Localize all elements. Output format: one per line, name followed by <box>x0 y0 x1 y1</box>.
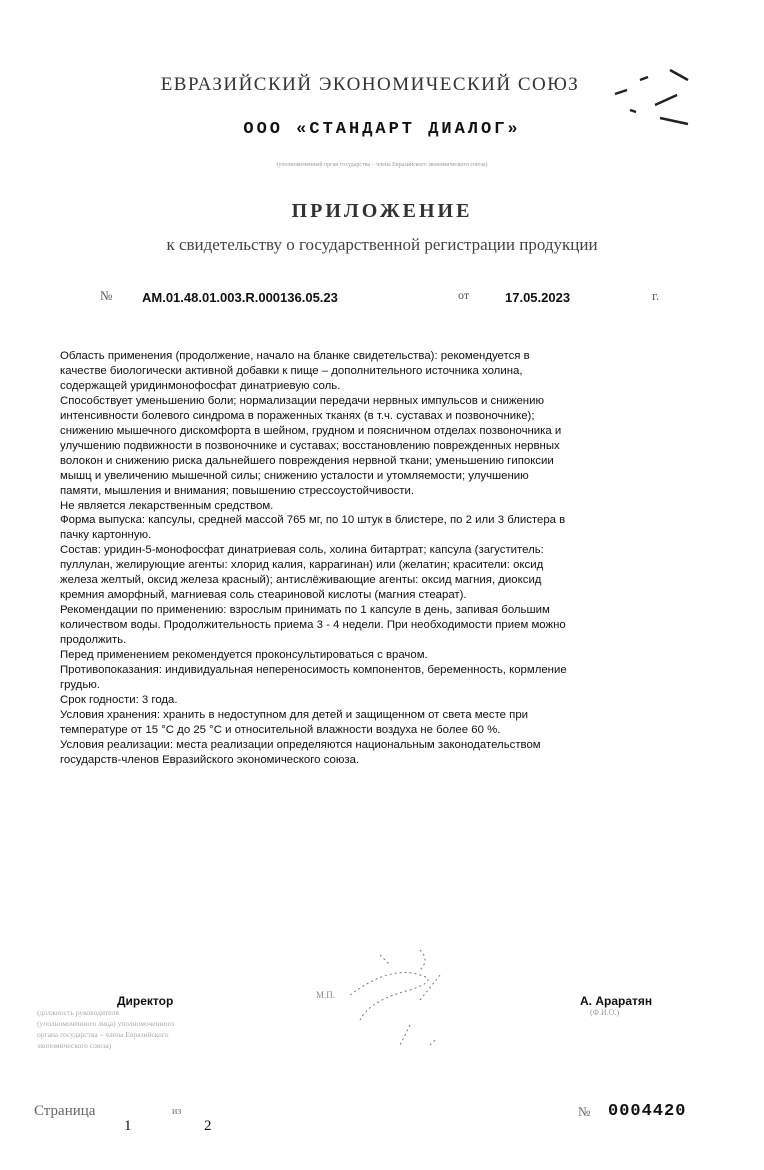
number-sign: № <box>100 288 113 303</box>
body-line: температуре от 15 °C до 25 °C и относительной влажности воздуха не более 60 %. <box>60 723 501 736</box>
signer-caption: (Ф.И.О.) <box>590 1008 620 1017</box>
document-title: ПРИЛОЖЕНИЕ <box>291 200 473 222</box>
stamp-label: М.П. <box>316 990 336 1000</box>
body-line: Перед применением рекомендуется проконсультироваться с врачом. <box>60 649 428 662</box>
body-line: железа желтый, оксид железа красный); антислёживающие агенты: оксид магния, диоксид <box>60 574 542 587</box>
body-line: Способствует уменьшению боли; нормализации передачи нервных импульсов и снижению <box>60 394 545 407</box>
page-of-label: из <box>172 1106 182 1117</box>
body-line: волокон и снижению риска дальнейшего повреждения нервной ткани; уменьшению гипоксии <box>60 454 554 467</box>
page-total: 2 <box>204 1118 212 1134</box>
form-number: 0004420 <box>608 1102 687 1121</box>
body-line: количеством воды. Продолжительность приема 3 - 4 недели. При необходимости прием можно <box>60 619 566 632</box>
caption-line: экономического союза) <box>37 1041 112 1050</box>
body-line: продолжить. <box>60 634 127 647</box>
union-heading: ЕВРАЗИЙСКИЙ ЭКОНОМИЧЕСКИЙ СОЮЗ <box>160 74 580 95</box>
body-line: пачку картонную. <box>60 529 152 542</box>
body-line: Срок годности: 3 года. <box>60 693 178 706</box>
body-line: Область применения (продолжение, начало на бланке свидетельства): рекомендуется в <box>60 350 530 362</box>
organization-name: ООО «СТАНДАРТ ДИАЛОГ» <box>243 120 521 139</box>
document-subtitle: к свидетельству о государственной регистрации продукции <box>166 235 598 254</box>
body-line: содержащей уридинмонофосфат динатриевую соль. <box>60 379 341 392</box>
caption-line: (уполномоченного лица) уполномоченного <box>37 1019 175 1028</box>
registration-date: 17.05.2023 <box>505 290 571 305</box>
body-line: кремния аморфный, магниевая соль стеариновой кислоты (магния стеарат). <box>60 589 467 602</box>
registration-number: AM.01.48.01.003.R.000136.05.23 <box>142 290 338 305</box>
organization-caption: (уполномоченный орган государства – члена Евразийского экономического союза) <box>276 162 488 168</box>
body-line: интенсивности болевого синдрома в пораженных тканях (в т.ч. суставах и позвоночнике); <box>60 409 535 422</box>
body-text <box>60 349 740 768</box>
page-current: 1 <box>124 1118 132 1134</box>
stamp-signature-icon <box>320 935 490 1065</box>
page-label: Страница <box>34 1103 96 1119</box>
director-title: Директор <box>117 994 174 1008</box>
body-line: Условия реализации: места реализации определяются национальным законодательством <box>60 738 541 751</box>
form-number-sign: № <box>578 1104 591 1119</box>
body-line: пуллулан, желирующие агенты: хлорид калия, каррагинан) или (желатин; красители: оксид <box>60 559 544 572</box>
body-line: улучшению подвижности в позвоночнике и суставах; восстановлению поврежденных нервных <box>60 439 560 452</box>
body-line: грудью. <box>60 678 100 691</box>
body-line: Рекомендации по применению: взрослым принимать по 1 капсуле в день, запивая большим <box>60 604 550 617</box>
year-suffix: г. <box>652 288 660 303</box>
body-line: Состав: уридин-5-монофосфат динатриевая соль, холина битартрат; капсула (загуститель: <box>60 544 544 557</box>
body-line: Форма выпуска: капсулы, средней массой 765 мг, по 10 штук в блистере, по 2 или 3 блистера в <box>60 514 566 527</box>
body-line: Не является лекарственным средством. <box>60 499 274 512</box>
from-label: от <box>458 288 470 302</box>
body-line: качестве биологически активной добавки к пище – дополнительного источника холина, <box>60 364 523 377</box>
director-caption <box>37 1007 174 1051</box>
body-line: мышц и увеличению мышечной силы; снижению усталости и утомляемости; улучшению <box>60 469 529 482</box>
caption-line: (должность руководителя <box>37 1008 119 1017</box>
body-line: Условия хранения: хранить в недоступном для детей и защищенном от света месте при <box>60 708 529 721</box>
body-line: государств-членов Евразийского экономического союза. <box>60 753 360 766</box>
body-line: Противопоказания: индивидуальная непереносимость компонентов, беременность, кормление <box>60 664 567 677</box>
body-line: снижению мышечного дискомфорта в шейном, грудном и поясничном отделах позвоночника и <box>60 424 562 437</box>
body-line: памяти, мышления и внимания; повышению стрессоустойчивости. <box>60 484 415 497</box>
signer-name: А. Араратян <box>580 994 653 1008</box>
caption-line: органа государства – члена Евразийского <box>37 1030 169 1039</box>
